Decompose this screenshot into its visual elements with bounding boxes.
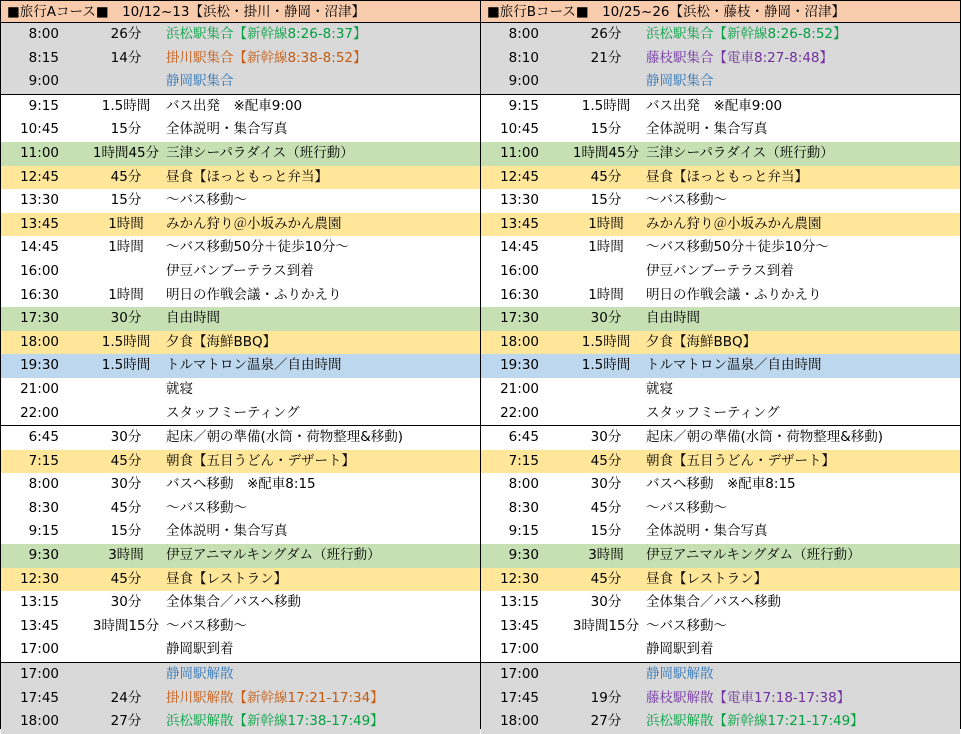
activity-cell: 全体説明・集合写真 [646, 121, 768, 138]
duration-cell: 30分 [590, 476, 622, 493]
activity-cell: トルマトロン温泉／自由時間 [646, 357, 822, 374]
activity-cell: 起床／朝の準備(水筒・荷物整理&移動) [646, 429, 884, 446]
duration-cell: 15分 [590, 192, 622, 209]
duration-cell: 1時間 [108, 215, 144, 232]
time-cell: 17:00 [20, 641, 59, 658]
time-cell: 8:00 [28, 476, 59, 493]
duration-cell: 15分 [590, 121, 622, 138]
schedule-row [481, 450, 960, 474]
duration-cell: 45分 [110, 570, 142, 587]
schedule-row [1, 142, 480, 166]
activity-cell: 浜松駅解散【新幹線17:21-17:49】 [646, 713, 864, 730]
activity-cell: トルマトロン温泉／自由時間 [166, 357, 342, 374]
time-cell: 8:00 [508, 476, 539, 493]
activity-cell: 明日の作戦会議・ふりかえり [646, 286, 822, 303]
time-cell: 17:30 [20, 310, 59, 327]
activity-cell: 夕食【海鮮BBQ】 [646, 333, 757, 350]
activity-cell: 伊豆アニマルキングダム（班行動） [166, 547, 381, 564]
schedule-row [1, 260, 480, 284]
activity-cell: 昼食【レストラン】 [646, 570, 768, 587]
time-cell: 7:15 [28, 452, 59, 469]
time-cell: 9:00 [28, 73, 59, 90]
duration-cell: 45分 [590, 168, 622, 185]
schedule-row [1, 354, 480, 378]
schedule-row [1, 23, 480, 47]
schedule-row [481, 568, 960, 592]
duration-cell: 45分 [590, 452, 622, 469]
schedule-row [1, 284, 480, 308]
time-cell: 9:15 [28, 523, 59, 540]
time-cell: 18:00 [500, 713, 539, 730]
duration-cell: 21分 [590, 49, 622, 66]
time-cell: 16:00 [20, 262, 59, 279]
time-cell: 7:15 [508, 452, 539, 469]
course-b-header: ■旅行Bコース■ 10/25~26【浜松・藤枝・静岡・沼津】 [481, 0, 960, 23]
activity-cell: 浜松駅集合【新幹線8:26-8:52】 [646, 26, 847, 42]
schedule-row [1, 687, 480, 711]
time-cell: 13:30 [20, 192, 59, 209]
schedule-row [1, 402, 480, 426]
time-cell: 16:30 [20, 286, 59, 303]
activity-cell: ～バス移動～ [646, 192, 727, 209]
schedule-row [481, 425, 960, 450]
time-cell: 11:00 [20, 144, 59, 161]
time-cell: 9:15 [508, 523, 539, 540]
duration-cell: 30分 [590, 429, 622, 446]
time-cell: 8:00 [508, 26, 539, 42]
time-cell: 9:30 [28, 547, 59, 564]
activity-cell: ～バス移動～ [166, 617, 247, 634]
duration-cell: 24分 [110, 689, 142, 706]
time-cell: 8:10 [508, 49, 539, 66]
duration-cell: 1.5時間 [581, 333, 631, 350]
schedule-row [481, 189, 960, 213]
activity-cell: 静岡駅到着 [166, 641, 234, 658]
schedule-row [1, 591, 480, 615]
activity-cell: 静岡駅解散 [166, 666, 234, 683]
duration-cell: 1時間45分 [92, 144, 160, 161]
schedule-row [1, 166, 480, 190]
activity-cell: ～バス移動50分＋徒歩10分～ [646, 239, 829, 256]
schedule-row [1, 70, 480, 94]
activity-cell: みかん狩り＠小坂みかん農園 [646, 215, 822, 232]
time-cell: 9:00 [508, 73, 539, 90]
time-cell: 12:45 [500, 168, 539, 185]
schedule-row [481, 662, 960, 687]
time-cell: 8:15 [28, 49, 59, 66]
duration-cell: 1.5時間 [101, 333, 151, 350]
activity-cell: 静岡駅集合 [166, 73, 234, 90]
activity-cell: 全体説明・集合写真 [166, 121, 288, 138]
schedule-row [1, 425, 480, 450]
schedule-row [481, 544, 960, 568]
time-cell: 10:45 [20, 121, 59, 138]
duration-cell: 1.5時間 [101, 357, 151, 374]
duration-cell: 26分 [110, 26, 142, 42]
schedule-row [1, 520, 480, 544]
duration-cell: 14分 [110, 49, 142, 66]
time-cell: 9:15 [28, 97, 59, 114]
activity-cell: みかん狩り＠小坂みかん農園 [166, 215, 342, 232]
course-b-panel [480, 0, 961, 729]
activity-cell: 掛川駅集合【新幹線8:38-8:52】 [166, 49, 367, 66]
duration-cell: 45分 [590, 570, 622, 587]
time-cell: 22:00 [500, 404, 539, 421]
course-a-header: ■旅行Aコース■ 10/12~13【浜松・掛川・静岡・沼津】 [1, 0, 480, 23]
schedule-row [481, 378, 960, 402]
time-cell: 13:30 [500, 192, 539, 209]
activity-cell: 静岡駅解散 [646, 666, 714, 683]
duration-cell: 30分 [590, 310, 622, 327]
activity-cell: 伊豆バンブーテラス到着 [646, 262, 794, 279]
time-cell: 10:45 [500, 121, 539, 138]
time-cell: 14:45 [20, 239, 59, 256]
schedule-row [481, 615, 960, 639]
activity-cell: 昼食【レストラン】 [166, 570, 288, 587]
schedule-row [1, 47, 480, 71]
time-cell: 12:30 [20, 570, 59, 587]
activity-cell: 昼食【ほっともっと弁当】 [646, 168, 808, 185]
activity-cell: 自由時間 [166, 310, 220, 327]
schedule-row [481, 354, 960, 378]
activity-cell: 浜松駅解散【新幹線17:38-17:49】 [166, 713, 384, 730]
time-cell: 13:15 [500, 594, 539, 611]
activity-cell: バス出発 ※配車9:00 [166, 97, 303, 114]
time-cell: 18:00 [500, 333, 539, 350]
activity-cell: バスへ移動 ※配車8:15 [166, 476, 316, 493]
course-a-panel [0, 0, 481, 729]
time-cell: 19:30 [500, 357, 539, 374]
schedule-row [481, 520, 960, 544]
schedule-row [481, 94, 960, 119]
time-cell: 18:00 [20, 713, 59, 730]
activity-cell: スタッフミーティング [166, 404, 300, 421]
duration-cell: 1時間45分 [572, 144, 640, 161]
time-cell: 13:45 [20, 215, 59, 232]
activity-cell: 藤枝駅集合【電車8:27-8:48】 [646, 49, 834, 66]
duration-cell: 30分 [110, 429, 142, 446]
schedule-row [481, 260, 960, 284]
schedule-row [1, 662, 480, 687]
course-b-schedule [481, 23, 960, 734]
activity-cell: 起床／朝の準備(水筒・荷物整理&移動) [166, 429, 404, 446]
schedule-row [481, 118, 960, 142]
time-cell: 9:30 [508, 547, 539, 564]
duration-cell: 15分 [110, 192, 142, 209]
schedule-row [1, 331, 480, 355]
activity-cell: 全体集合／バスへ移動 [166, 594, 301, 611]
duration-cell: 45分 [590, 499, 622, 516]
schedule-row [481, 284, 960, 308]
activity-cell: 三津シーパラダイス（班行動） [646, 144, 834, 161]
duration-cell: 1時間 [108, 239, 144, 256]
duration-cell: 3時間 [588, 547, 624, 564]
activity-cell: 朝食【五目うどん・デザート】 [646, 452, 835, 469]
activity-cell: バス出発 ※配車9:00 [646, 97, 783, 114]
schedule-row [1, 450, 480, 474]
duration-cell: 30分 [110, 594, 142, 611]
duration-cell: 45分 [110, 168, 142, 185]
time-cell: 6:45 [508, 429, 539, 446]
duration-cell: 1時間 [108, 286, 144, 303]
activity-cell: 自由時間 [646, 310, 700, 327]
activity-cell: スタッフミーティング [646, 404, 780, 421]
time-cell: 16:30 [500, 286, 539, 303]
activity-cell: 全体説明・集合写真 [646, 523, 768, 540]
time-cell: 21:00 [500, 380, 539, 397]
duration-cell: 30分 [110, 310, 142, 327]
duration-cell: 1時間 [588, 215, 624, 232]
activity-cell: 全体説明・集合写真 [166, 523, 288, 540]
schedule-row [481, 236, 960, 260]
time-cell: 17:30 [500, 310, 539, 327]
schedule-row [481, 307, 960, 331]
activity-cell: ～バス移動50分＋徒歩10分～ [166, 239, 349, 256]
time-cell: 17:45 [500, 689, 539, 706]
time-cell: 9:15 [508, 97, 539, 114]
schedule-row [1, 544, 480, 568]
time-cell: 18:00 [20, 333, 59, 350]
activity-cell: 夕食【海鮮BBQ】 [166, 333, 277, 350]
duration-cell: 1.5時間 [101, 97, 151, 114]
schedule-row [481, 687, 960, 711]
activity-cell: 昼食【ほっともっと弁当】 [166, 168, 328, 185]
course-a-schedule [1, 23, 480, 734]
schedule-row [1, 497, 480, 521]
time-cell: 12:45 [20, 168, 59, 185]
time-cell: 14:45 [500, 239, 539, 256]
activity-cell: 就寝 [166, 380, 193, 397]
duration-cell: 3時間15分 [92, 617, 160, 634]
duration-cell: 45分 [110, 499, 142, 516]
duration-cell: 15分 [110, 121, 142, 138]
schedule-row [481, 402, 960, 426]
activity-cell: 浜松駅集合【新幹線8:26-8:37】 [166, 26, 367, 42]
schedule-row [481, 166, 960, 190]
schedule-row [481, 591, 960, 615]
time-cell: 13:45 [500, 215, 539, 232]
activity-cell: 静岡駅到着 [646, 641, 714, 658]
activity-cell: 全体集合／バスへ移動 [646, 594, 781, 611]
duration-cell: 3時間 [108, 547, 144, 564]
duration-cell: 3時間15分 [572, 617, 640, 634]
activity-cell: 明日の作戦会議・ふりかえり [166, 286, 342, 303]
time-cell: 22:00 [20, 404, 59, 421]
schedule-row [481, 23, 960, 47]
activity-cell: ～バス移動～ [646, 499, 727, 516]
schedule-row [481, 497, 960, 521]
schedule-row [481, 142, 960, 166]
activity-cell: 就寝 [646, 380, 673, 397]
duration-cell: 27分 [110, 713, 142, 730]
duration-cell: 30分 [590, 594, 622, 611]
activity-cell: 伊豆アニマルキングダム（班行動） [646, 547, 861, 564]
time-cell: 6:45 [28, 429, 59, 446]
time-cell: 8:00 [28, 26, 59, 42]
time-cell: 19:30 [20, 357, 59, 374]
schedule-row [481, 70, 960, 94]
time-cell: 17:00 [500, 666, 539, 683]
activity-cell: バスへ移動 ※配車8:15 [646, 476, 796, 493]
schedule-row [1, 378, 480, 402]
duration-cell: 15分 [110, 523, 142, 540]
schedule-row [481, 638, 960, 662]
time-cell: 12:30 [500, 570, 539, 587]
time-cell: 16:00 [500, 262, 539, 279]
schedule-row [1, 710, 480, 734]
activity-cell: ～バス移動～ [646, 617, 727, 634]
schedule-row [481, 473, 960, 497]
time-cell: 21:00 [20, 380, 59, 397]
schedule-row [481, 331, 960, 355]
activity-cell: 藤枝駅解散【電車17:18-17:38】 [646, 689, 851, 706]
schedule-row [1, 236, 480, 260]
time-cell: 13:15 [20, 594, 59, 611]
duration-cell: 1時間 [588, 239, 624, 256]
schedule-row [1, 118, 480, 142]
schedule-row [481, 47, 960, 71]
schedule-row [1, 94, 480, 119]
schedule-row [1, 473, 480, 497]
schedule-row [1, 638, 480, 662]
duration-cell: 26分 [590, 26, 622, 42]
schedule-row [481, 710, 960, 734]
time-cell: 17:00 [20, 666, 59, 683]
time-cell: 8:30 [28, 499, 59, 516]
activity-cell: ～バス移動～ [166, 499, 247, 516]
duration-cell: 15分 [590, 523, 622, 540]
activity-cell: 掛川駅解散【新幹線17:21-17:34】 [166, 689, 384, 706]
duration-cell: 1.5時間 [581, 97, 631, 114]
time-cell: 13:45 [500, 617, 539, 634]
time-cell: 11:00 [500, 144, 539, 161]
time-cell: 13:45 [20, 617, 59, 634]
duration-cell: 1.5時間 [581, 357, 631, 374]
duration-cell: 45分 [110, 452, 142, 469]
time-cell: 17:00 [500, 641, 539, 658]
schedule-row [1, 189, 480, 213]
duration-cell: 1時間 [588, 286, 624, 303]
duration-cell: 19分 [590, 689, 622, 706]
time-cell: 17:45 [20, 689, 59, 706]
schedule-row [1, 615, 480, 639]
schedule-row [481, 213, 960, 237]
duration-cell: 27分 [590, 713, 622, 730]
activity-cell: 三津シーパラダイス（班行動） [166, 144, 354, 161]
schedule-row [1, 213, 480, 237]
time-cell: 8:30 [508, 499, 539, 516]
activity-cell: 朝食【五目うどん・デザート】 [166, 452, 355, 469]
activity-cell: ～バス移動～ [166, 192, 247, 209]
activity-cell: 伊豆バンブーテラス到着 [166, 262, 314, 279]
activity-cell: 静岡駅集合 [646, 73, 714, 90]
duration-cell: 30分 [110, 476, 142, 493]
schedule-row [1, 568, 480, 592]
schedule-row [1, 307, 480, 331]
